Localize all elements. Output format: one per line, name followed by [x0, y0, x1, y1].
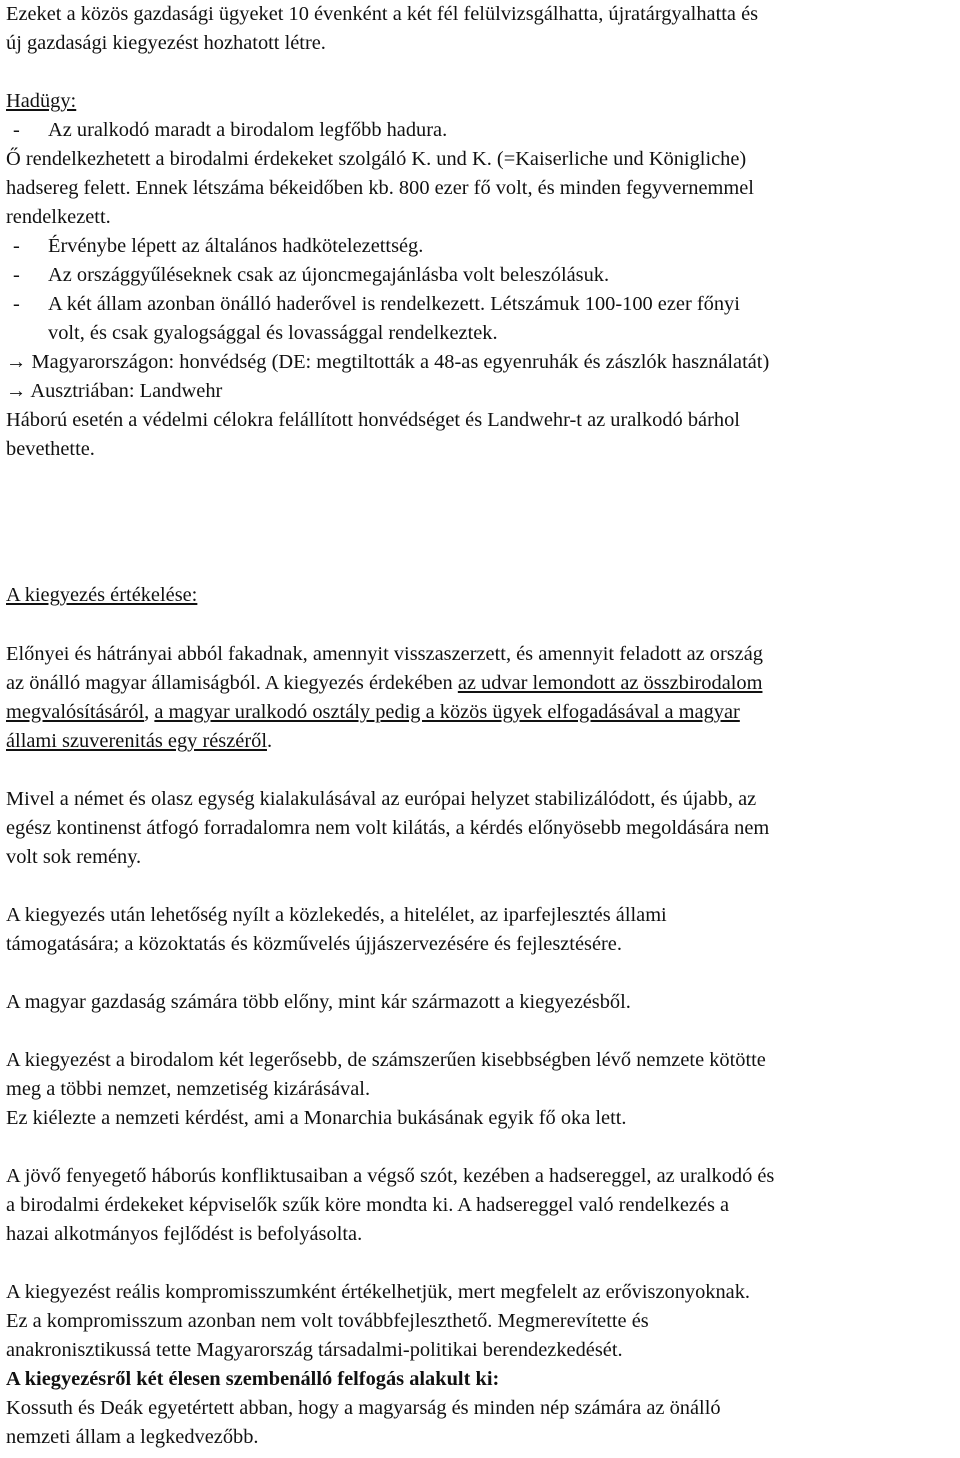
underlined-text: a magyar uralkodó osztály pedig a közös ügyek elfogadásával a magyar: [154, 701, 740, 723]
list-item-text: volt, és csak gyalogsággal és lovassággal rendelkeztek.: [48, 322, 498, 344]
list-item-text: A két állam azonban önálló haderővel is rendelkezett. Létszámuk 100-100 ezer főnyi: [48, 293, 740, 315]
paragraph-line: [6, 727, 272, 756]
paragraph-line: Ez kiélezte a nemzeti kérdést, ami a Monarchia bukásának egyik fő oka lett.: [6, 1107, 627, 1129]
arrow-line: → Ausztriában: Landwehr: [6, 380, 223, 402]
intro-line-2: új gazdasági kiegyezést hozhatott létre.: [6, 32, 326, 54]
section-heading-hadugy: [6, 87, 76, 116]
paragraph-line: Ez a kompromisszum azonban nem volt továbbfejleszthető. Megmerevítette és: [6, 1310, 649, 1332]
paragraph-line: Kossuth és Deák egyetértett abban, hogy a magyarság és minden nép számára az önálló: [6, 1397, 721, 1419]
list-dash: -: [13, 119, 20, 141]
paragraph-line: támogatására; a közoktatás és közművelés újjászervezésére és fejlesztésére.: [6, 933, 622, 955]
list-dash: -: [13, 293, 20, 315]
paragraph-line: A kiegyezés után lehetőség nyílt a közlekedés, a hitelélet, az iparfejlesztés állami: [6, 904, 667, 926]
paragraph-line: A kiegyezést reális kompromisszumként értékelhetjük, mert megfelelt az erőviszonyoknak.: [6, 1281, 751, 1303]
list-item-text: Érvénybe lépett az általános hadkötelezettség.: [48, 235, 424, 257]
paragraph-line: rendelkezett.: [6, 206, 111, 228]
text-run: .: [267, 730, 273, 752]
list-dash: -: [13, 264, 20, 286]
paragraph-line: a birodalmi érdekeket képviselők szűk köre mondta ki. A hadsereggel való rendelkezés a: [6, 1194, 730, 1216]
paragraph-line: Mivel a német és olasz egység kialakulásával az európai helyzet stabilizálódott, és újabb, az: [6, 788, 757, 810]
list-dash: -: [13, 235, 20, 257]
text-run: ,: [144, 701, 155, 723]
paragraph-line: nemzeti állam a legkedvezőbb.: [6, 1426, 259, 1448]
list-item-text: Az uralkodó maradt a birodalom legfőbb hadura.: [48, 119, 448, 141]
paragraph-line: Ő rendelkezhetett a birodalmi érdekeket szolgáló K. und K. (=Kaiserliche und Königliche): [6, 148, 747, 170]
paragraph-line: anakronisztikussá tette Magyarország társadalmi-politikai berendezkedését.: [6, 1339, 623, 1361]
paragraph-line: A kiegyezést a birodalom két legerősebb, de számszerűen kisebbségben lévő nemzete kötötte: [6, 1049, 766, 1071]
paragraph-line: A magyar gazdaság számára több előny, mint kár származott a kiegyezésből.: [6, 991, 631, 1013]
paragraph-line: hadsereg felett. Ennek létszáma békeidőben kb. 800 ezer fő volt, és minden fegyvernemmel: [6, 177, 754, 199]
paragraph-line: meg a többi nemzet, nemzetiség kizárásával.: [6, 1078, 371, 1100]
underlined-text: az udvar lemondott az összbirodalom: [457, 672, 763, 694]
paragraph-line: Előnyei és hátrányai abból fakadnak, amennyit visszaszerzett, és amennyit feladott az ország: [6, 643, 763, 665]
paragraph-line: [6, 698, 740, 727]
intro-line-1: Ezeket a közös gazdasági ügyeket 10 évenként a két fél felülvizsgálhatta, újratárgyalhatta és: [6, 3, 759, 25]
paragraph-line: hazai alkotmányos fejlődést is befolyásolta.: [6, 1223, 363, 1245]
text-run: az önálló magyar államiságból. A kiegyezés érdekében: [6, 672, 458, 694]
arrow-line: → Magyarországon: honvédség (DE: megtiltották a 48-as egyenruhák és zászlók használatát): [6, 351, 770, 373]
paragraph-line: Háború esetén a védelmi célokra felállított honvédséget és Landwehr-t az uralkodó bárhol: [6, 409, 740, 431]
heading-text: Hadügy:: [6, 90, 77, 112]
section-heading-ertekeles: [6, 581, 197, 610]
paragraph-line: egész kontinenst átfogó forradalomra nem volt kilátás, a kérdés előnyösebb megoldására nem: [6, 817, 770, 839]
bold-line: A kiegyezésről két élesen szembenálló felfogás alakult ki:: [6, 1368, 500, 1390]
heading-text: A kiegyezés értékelése:: [6, 584, 198, 606]
paragraph-line: bevethette.: [6, 438, 95, 460]
underlined-text: megvalósításáról: [6, 701, 145, 723]
paragraph-line: [6, 669, 762, 698]
paragraph-line: A jövő fenyegető háborús konfliktusaiban a végső szót, kezében a hadsereggel, az uralkodó és: [6, 1165, 775, 1187]
paragraph-line: volt sok remény.: [6, 846, 142, 868]
underlined-text: állami szuverenitás egy részéről: [6, 730, 267, 752]
list-item-text: Az országgyűléseknek csak az újoncmegajánlásba volt beleszólásuk.: [48, 264, 610, 286]
